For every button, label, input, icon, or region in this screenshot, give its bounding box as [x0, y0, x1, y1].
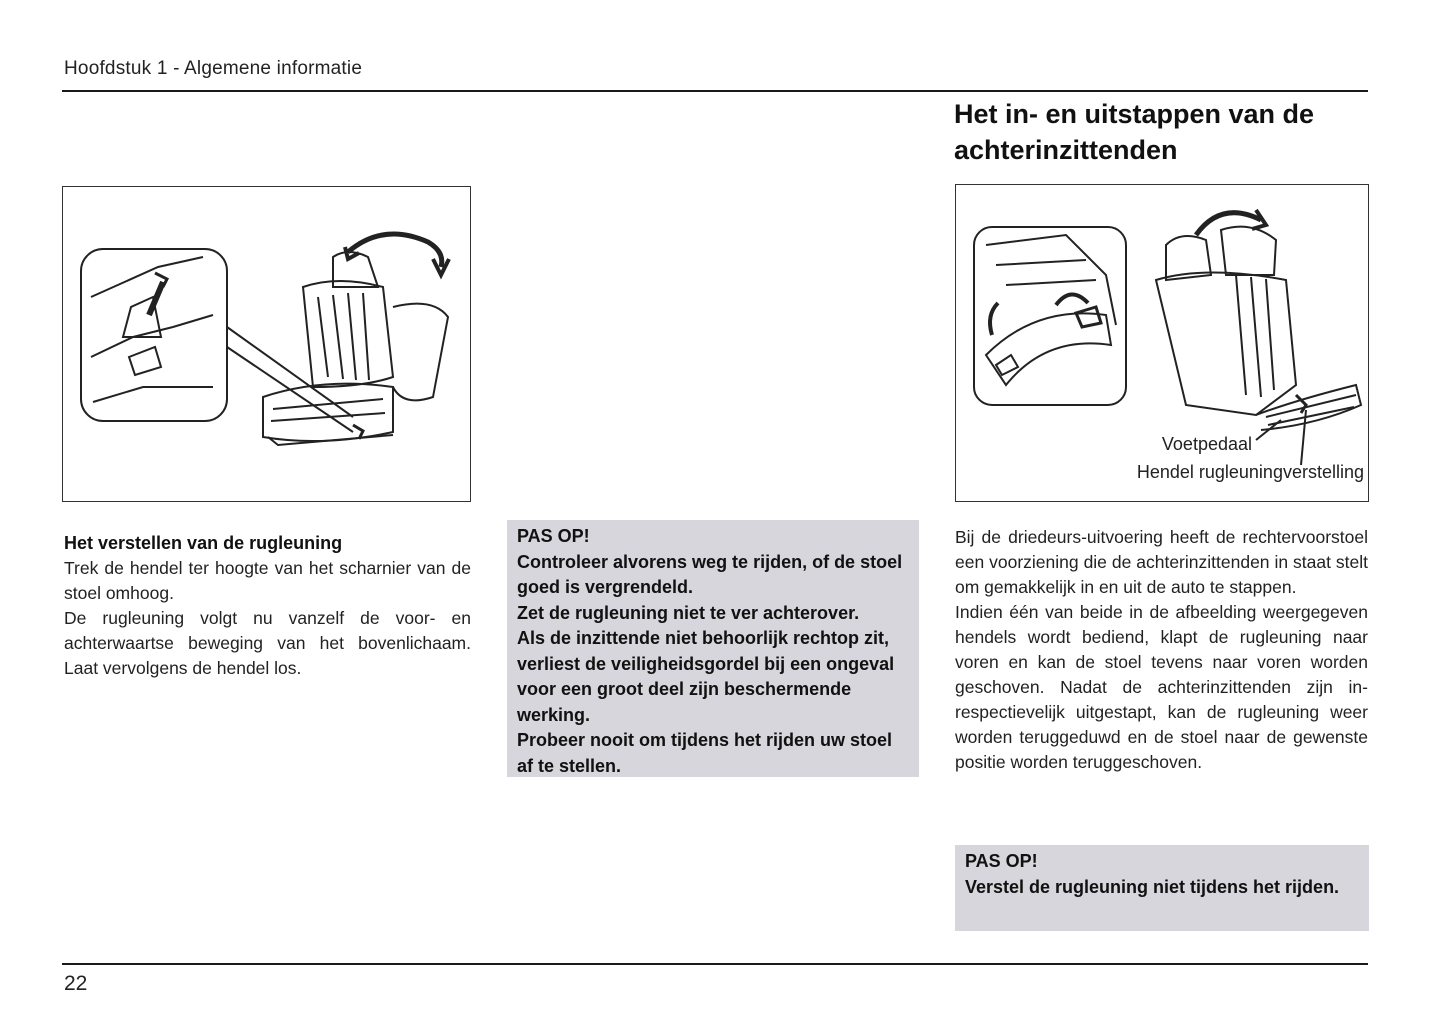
- subheading-backrest: Het verstellen van de rugleuning: [64, 533, 343, 553]
- warning-box-right: [955, 845, 1369, 931]
- seat-backrest-adjustment-illustration: [63, 187, 470, 501]
- chapter-header: Hoofdstuk 1 - Algemene informatie: [64, 58, 363, 79]
- warning-line-4: Probeer nooit om tijdens het rijden uw stoel af te stellen.: [517, 730, 893, 776]
- warning-title: PAS OP!: [517, 526, 590, 546]
- warning-right-line-1: Verstel de rugleuning niet tijdens het rijden.: [965, 876, 1340, 897]
- page-number: 22: [64, 972, 88, 995]
- right-paragraph-2: Indien één van beide in de afbeelding weergegeven hendels wordt bediend, klapt de rugleuning naar voren en kan de stoel tevens naar voren worden geschoven. Nadat de achterinzittenden zijn in- respectievelijk uitgestapt, kan de rugleuning weer worden teruggeduwd en de stoel naar de gewenste positie worden teruggeschoven.: [955, 602, 1368, 772]
- warning-right-title: PAS OP!: [965, 851, 1038, 871]
- left-column: [64, 531, 471, 681]
- label-pedal: Voetpedaal: [1161, 434, 1252, 454]
- label-lever: Hendel rugleuningverstelling: [1136, 462, 1364, 482]
- figure-easy-entry: [955, 184, 1369, 502]
- section-title-line2: achterinzittenden: [954, 135, 1178, 165]
- warning-line-1: Controleer alvorens weg te rijden, of de stoel goed is vergrendeld.: [517, 551, 903, 597]
- header-rule: [62, 90, 1368, 92]
- left-paragraph-1: Trek de hendel ter hoogte van het scharnier van de stoel omhoog.: [64, 558, 471, 603]
- section-title: [954, 96, 1374, 168]
- front-seat-easy-entry-illustration: [956, 185, 1368, 501]
- figure-backrest-adjustment: [62, 186, 471, 502]
- warning-line-3: Als de inzittende niet behoorlijk rechtop zit, verliest de veiligheidsgordel bij een ongeval voor een groot deel zijn beschermende werking.: [517, 628, 895, 725]
- warning-box-middle: [507, 520, 919, 777]
- left-paragraph-2: De rugleuning volgt nu vanzelf de voor- en achterwaartse beweging van het bovenlichaam. Laat vervolgens de hendel los.: [64, 608, 471, 678]
- footer-rule: [62, 963, 1368, 965]
- section-title-line1: Het in- en uitstappen van de: [954, 99, 1315, 129]
- right-paragraph-1: Bij de driedeurs-uitvoering heeft de rechtervoorstoel een voorziening die de achterinzittenden in staat stelt om gemakkelijk in en uit de auto te stappen.: [955, 527, 1368, 597]
- right-column: [955, 525, 1368, 775]
- warning-line-2: Zet de rugleuning niet te ver achterover.: [517, 602, 860, 623]
